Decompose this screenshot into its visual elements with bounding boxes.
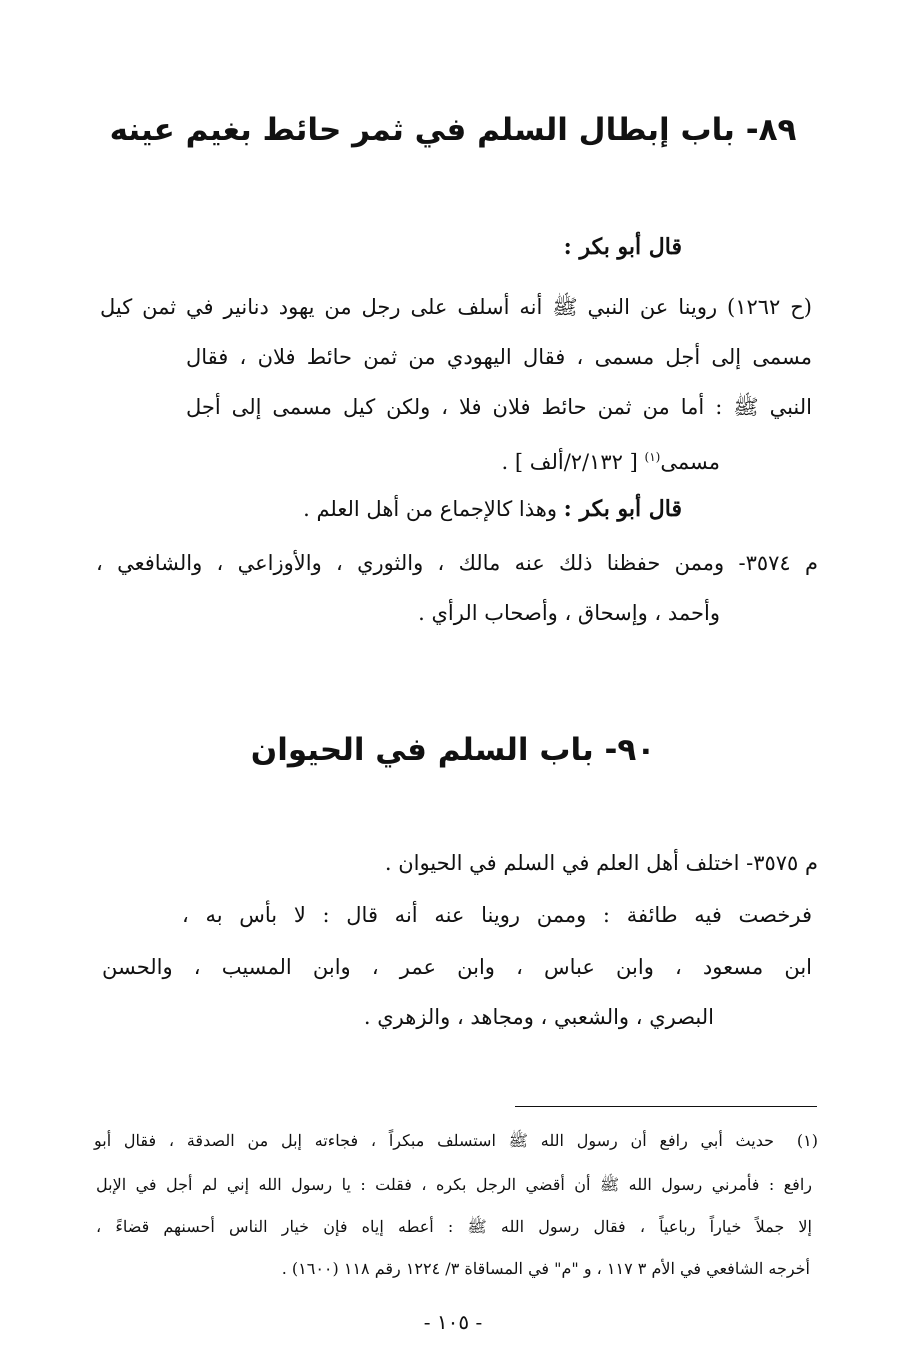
page-number: - ١٠٥ -	[423, 1310, 483, 1334]
mas-3575-line-2: فرخصت فيه طائفة : وممن روينا عنه أنه قال : لا بأس به ،	[182, 903, 812, 927]
mas-3575-line-1: م ٣٥٧٥- اختلف أهل العلم في السلم في الحيوان .	[384, 851, 818, 875]
abu-bakr-intro: قال أبو بكر :	[563, 234, 682, 260]
footnote-line-4: أخرجه الشافعي في الأم ٣ ١١٧ ، و "م" في المساقاة ٣/ ١٢٢٤ رقم ١١٨ (١٦٠٠) .	[281, 1259, 810, 1278]
hadith-1262-line-3: النبي ﷺ : أما من ثمن حائط فلان فلا ، ولكن كيل مسمى إلى أجل	[186, 395, 812, 419]
footnote-divider	[515, 1106, 817, 1107]
mas-3574-line-1: م ٣٥٧٤- وممن حفظنا ذلك عنه مالك ، والثوري ، والأوزاعي ، والشافعي ،	[96, 551, 818, 575]
hadith-1262-line-4-text: مسمى	[660, 450, 720, 474]
chapter-90-title: ٩٠- باب السلم في الحيوان	[250, 732, 656, 768]
hadith-1262-line-4	[502, 440, 721, 479]
mas-3575-line-3: ابن مسعود ، وابن عباس ، وابن عمر ، وابن المسيب ، والحسن	[102, 955, 812, 979]
footnote-line-3: إلا جملاً خياراً رباعياً ، فقال رسول الله ﷺ : أعطه إياه فإن خيار الناس أحسنهم قضاءً ،	[96, 1217, 812, 1236]
hadith-1262-line-2: مسمى إلى أجل مسمى ، فقال اليهودي من ثمن حائط فلان ، فقال	[186, 345, 812, 369]
footnote-line-2: رافع : فأمرني رسول الله ﷺ أن أقضي الرجل بكره ، فقلت : يا رسول الله إني لم أجل في الإبل	[96, 1175, 812, 1194]
abu-bakr-comment-text: وهذا كالإجماع من أهل العلم .	[303, 497, 557, 521]
chapter-89-title: ٨٩- باب إبطال السلم في ثمر حائط بغيم عينه	[109, 112, 797, 148]
abu-bakr-comment-label: قال أبو بكر :	[563, 496, 682, 522]
footnote-number: (١)	[796, 1131, 818, 1150]
abu-bakr-comment	[303, 492, 682, 526]
mas-3574-line-2: وأحمد ، وإسحاق ، وأصحاب الرأي .	[418, 601, 720, 625]
footnote-line-1: حديث أبي رافع أن رسول الله ﷺ استسلف مبكراً ، فجاءته إبل من الصدقة ، فقال أبو	[94, 1131, 774, 1150]
hadith-1262-line-1: (ح ١٢٦٢) روينا عن النبي ﷺ أنه أسلف على رجل من يهود دنانير في ثمن كيل	[100, 295, 812, 319]
mas-3575-line-4: البصري ، والشعبي ، ومجاهد ، والزهري .	[363, 1005, 714, 1029]
manuscript-reference: [ ٢/١٣٢/ألف ] .	[501, 450, 638, 474]
footnote-marker: (١)	[644, 450, 661, 464]
